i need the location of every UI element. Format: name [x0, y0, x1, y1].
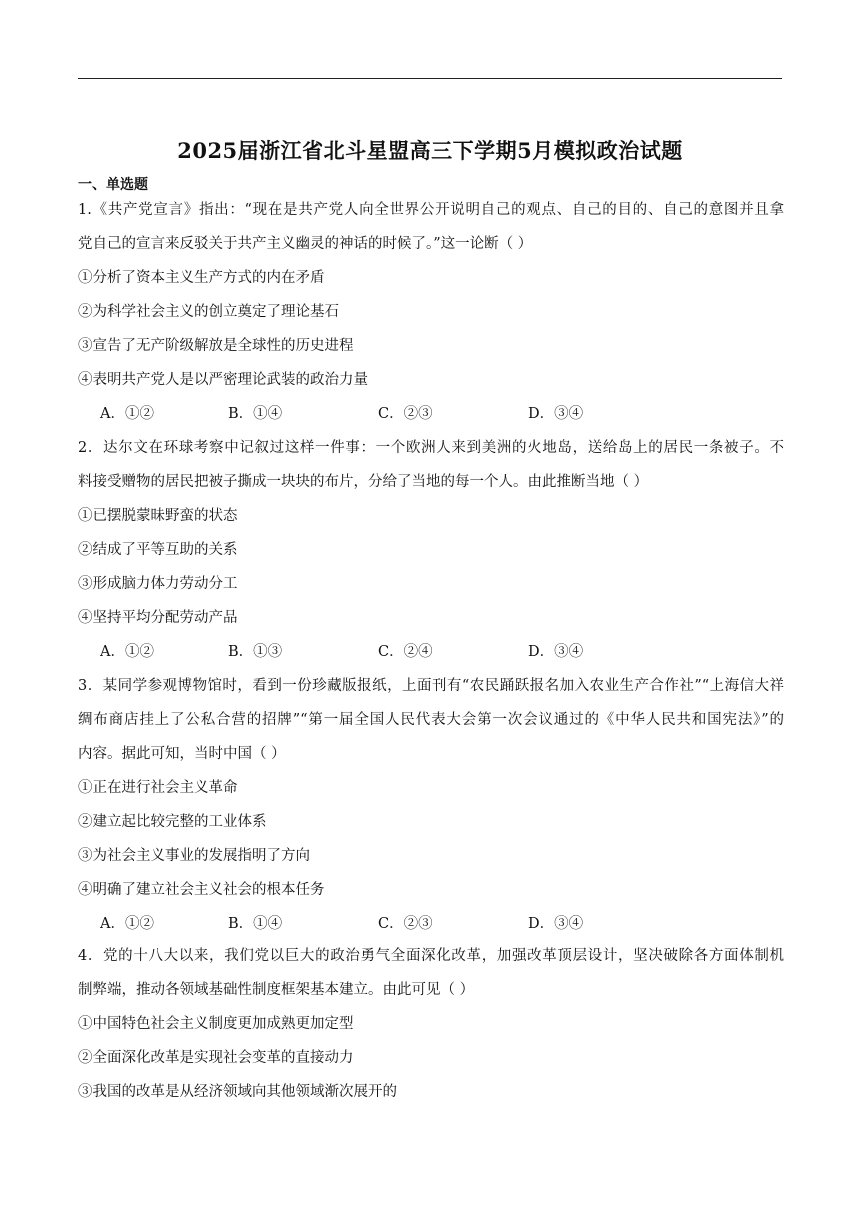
question-3-option-a[interactable]: A．①②	[100, 916, 154, 932]
question-2-option-d[interactable]: D．③④	[528, 644, 584, 660]
question-1-item-3: ③宣告了无产阶级解放是全球性的历史进程	[78, 338, 354, 354]
question-1-item-1: ①分析了资本主义生产方式的内在矛盾	[78, 270, 325, 286]
question-3-item-1: ①正在进行社会主义革命	[78, 780, 238, 796]
question-1-options	[100, 404, 700, 424]
question-2-item-1: ①已摆脱蒙昧野蛮的状态	[78, 508, 238, 524]
question-3-options	[100, 914, 700, 934]
question-2-option-b[interactable]: B．①③	[228, 644, 283, 660]
question-2-stem-line-1: 2．达尔文在环球考察中记叙过这样一件事：一个欧洲人来到美洲的火地岛，送给岛上的居民一条被子。不	[78, 440, 784, 456]
question-2-item-4: ④坚持平均分配劳动产品	[78, 610, 238, 626]
question-2-stem-line-2: 料接受赠物的居民把被子撕成一块块的布片，分给了当地的每一个人。由此推断当地（ ）	[78, 474, 649, 490]
question-4-item-1: ①中国特色社会主义制度更加成熟更加定型	[78, 1016, 354, 1032]
question-1-item-4: ④表明共产党人是以严密理论武装的政治力量	[78, 372, 368, 388]
question-3-item-3: ③为社会主义事业的发展指明了方向	[78, 848, 310, 864]
question-3-stem-line-3: 内容。据此可知，当时中国（ ）	[78, 746, 286, 762]
question-1-option-a[interactable]: A．①②	[100, 406, 154, 422]
question-3-item-2: ②建立起比较完整的工业体系	[78, 814, 267, 830]
question-3-stem-line-2: 绸布商店挂上了公私合营的招牌”“第一届全国人民代表大会第一次会议通过的《中华人民共和国宪法》”的	[78, 712, 785, 728]
question-4-item-3: ③我国的改革是从经济领域向其他领域渐次展开的	[78, 1084, 397, 1100]
question-1-option-b[interactable]: B．①④	[228, 406, 283, 422]
question-2-option-c[interactable]: C．②④	[378, 644, 433, 660]
question-2-item-3: ③形成脑力体力劳动分工	[78, 576, 238, 592]
question-1-stem-line-2: 党自己的宣言来反驳关于共产主义幽灵的神话的时候了。”这一论断（ ）	[78, 236, 533, 252]
header-rule	[78, 78, 782, 79]
question-3-stem-line-1: 3．某同学参观博物馆时，看到一份珍藏版报纸，上面刊有“农民踊跃报名加入农业生产合作社”“上海信大祥	[78, 678, 784, 694]
question-4-stem-line-1: 4．党的十八大以来，我们党以巨大的政治勇气全面深化改革，加强改革顶层设计，坚决破除各方面体制机	[78, 948, 784, 964]
section-heading: 一、单选题	[78, 177, 148, 193]
question-3-item-4: ④明确了建立社会主义社会的根本任务	[78, 882, 325, 898]
question-1-option-d[interactable]: D．③④	[528, 406, 584, 422]
question-4-stem-line-2: 制弊端，推动各领域基础性制度框架基本建立。由此可见（ ）	[78, 982, 475, 998]
question-2-item-2: ②结成了平等互助的关系	[78, 542, 238, 558]
question-2-options	[100, 642, 700, 662]
question-3-option-b[interactable]: B．①④	[228, 916, 283, 932]
question-4-item-2: ②全面深化改革是实现社会变革的直接动力	[78, 1050, 354, 1066]
question-2-option-a[interactable]: A．①②	[100, 644, 154, 660]
question-3-option-c[interactable]: C．②③	[378, 916, 433, 932]
document-title: 2025届浙江省北斗星盟高三下学期5月模拟政治试题	[177, 138, 683, 163]
question-1-option-c[interactable]: C．②③	[378, 406, 433, 422]
question-1-stem-line-1: 1.《共产党宣言》指出：“现在是共产党人向全世界公开说明自己的观点、自己的目的、自己的意图并且拿	[78, 202, 784, 218]
question-1-item-2: ②为科学社会主义的创立奠定了理论基石	[78, 304, 339, 320]
question-3-option-d[interactable]: D．③④	[528, 916, 584, 932]
